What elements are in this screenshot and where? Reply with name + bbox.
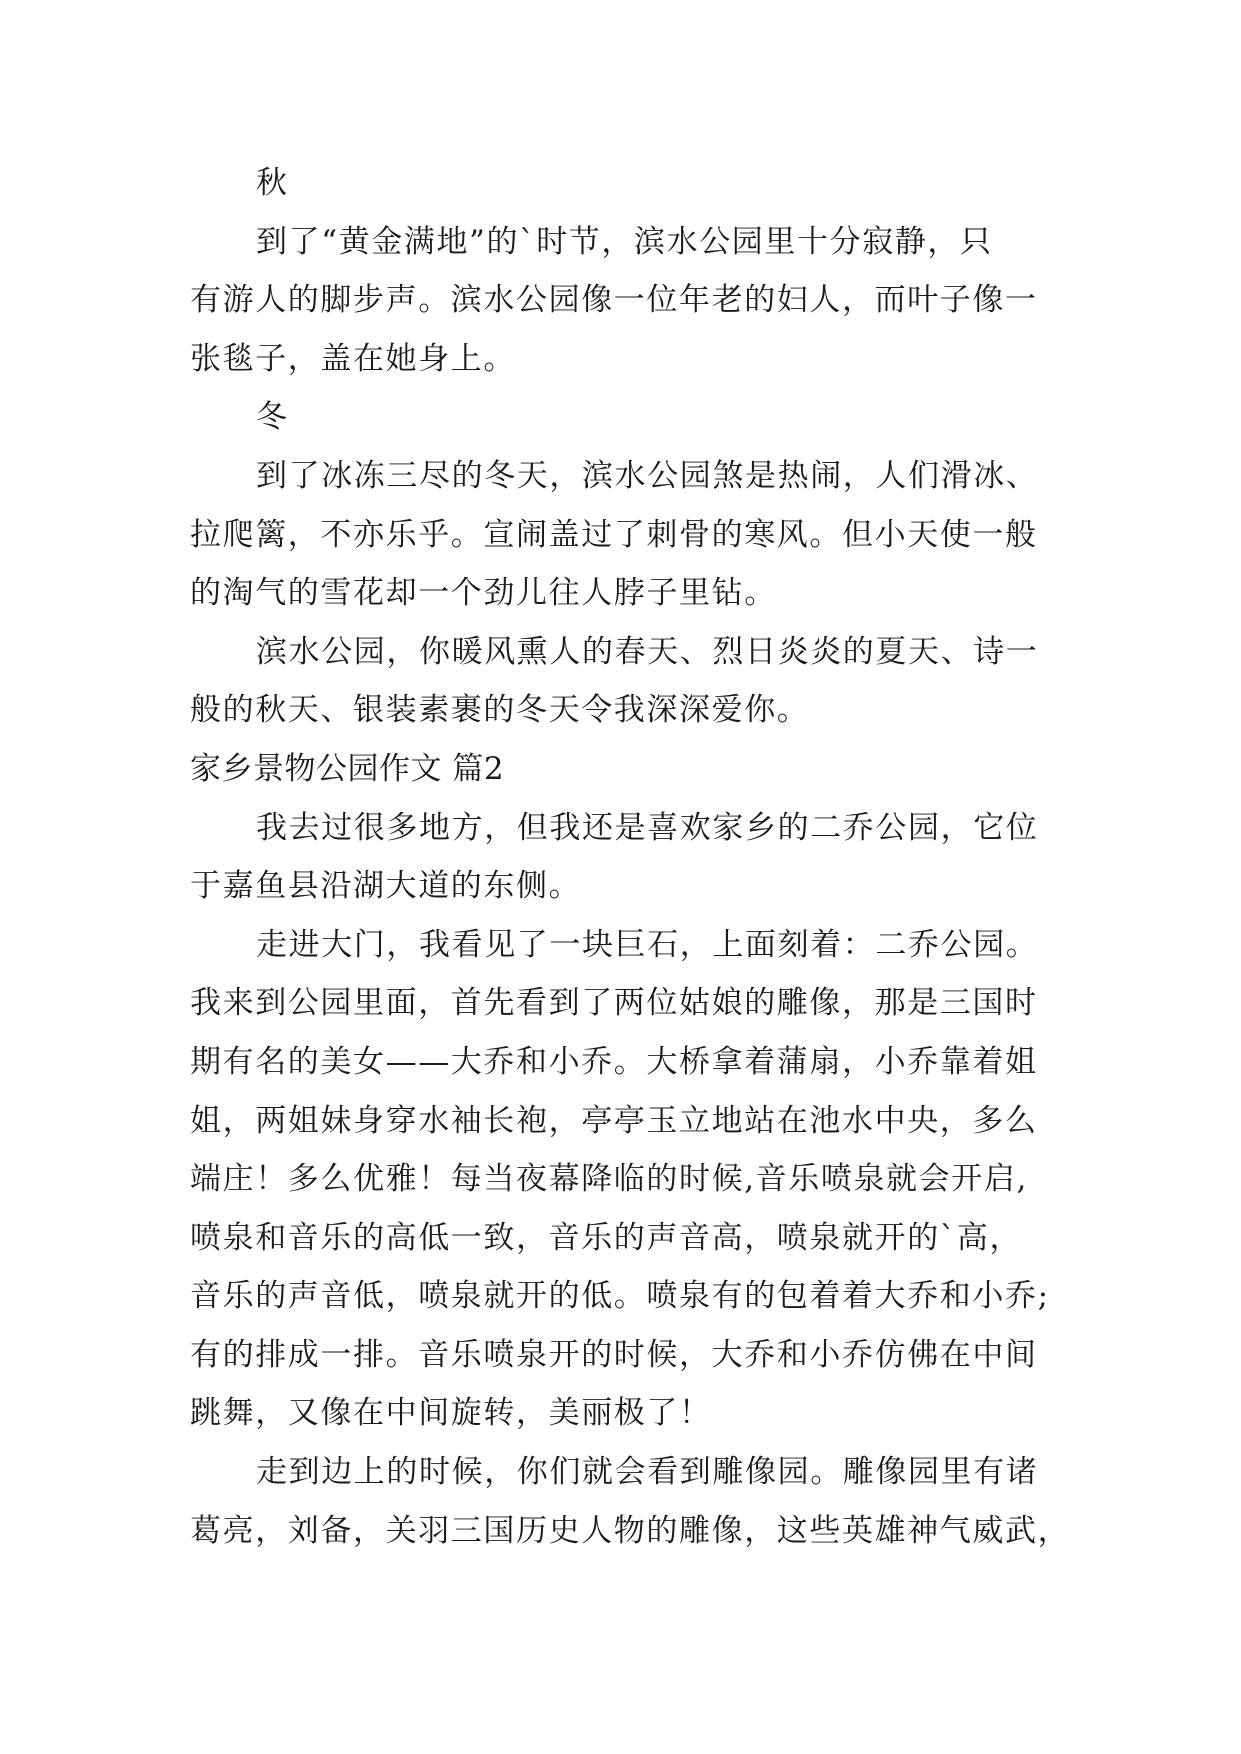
paragraph-line: 我去过很多地方，但我还是喜欢家乡的二乔公园，它位 — [256, 809, 1039, 846]
paragraph-line: 我来到公园里面，首先看到了两位姑娘的雕像，那是三国时 — [190, 985, 1038, 1022]
section-heading-autumn: 秋 — [256, 165, 289, 201]
paragraph-line: 姐，两姐妹身穿水袖长袍，亭亭玉立地站在池水中央，多么 — [190, 1102, 1038, 1139]
paragraph-line: 的淘气的雪花却一个劲儿往人脖子里钻。 — [190, 575, 777, 612]
paragraph-line: 滨水公园，你暖风熏人的春天、烈日炎炎的夏天、诗一 — [256, 633, 1039, 670]
paragraph-line: 般的秋天、银装素裹的冬天令我深深爱你。 — [190, 692, 810, 729]
paragraph-line: 端庄！多么优雅！每当夜幕降临的时候,音乐喷泉就会开启, — [190, 1161, 1028, 1198]
paragraph-line: 葛亮，刘备，关羽三国历史人物的雕像，这些英雄神气威武， — [190, 1512, 1071, 1549]
paragraph-line: 于嘉鱼县沿湖大道的东侧。 — [190, 868, 582, 905]
paragraph-line: 到了“黄金满地”的`时节，滨水公园里十分寂静，只 — [256, 223, 993, 260]
paragraph-line: 到了冰冻三尽的冬天，滨水公园煞是热闹，人们滑冰、 — [256, 457, 1039, 494]
essay-title: 家乡景物公园作文 篇2 — [190, 750, 505, 787]
paragraph-line: 张毯子，盖在她身上。 — [190, 340, 516, 377]
paragraph-line: 走到边上的时候，你们就会看到雕像园。雕像园里有诸 — [256, 1454, 1039, 1491]
paragraph-line: 跳舞，又像在中间旋转，美丽极了！ — [190, 1395, 712, 1432]
paragraph-line: 喷泉和音乐的高低一致，音乐的声音高，喷泉就开的`高， — [190, 1219, 1023, 1256]
paragraph-line: 期有名的美女——大乔和小乔。大桥拿着蒲扇，小乔靠着姐 — [190, 1043, 1038, 1080]
document-body — [190, 154, 1071, 1560]
section-heading-winter: 冬 — [256, 399, 289, 436]
paragraph-line: 有游人的脚步声。滨水公园像一位年老的妇人，而叶子像一 — [190, 282, 1038, 319]
paragraph-line: 有的排成一排。音乐喷泉开的时候，大乔和小乔仿佛在中间 — [190, 1336, 1038, 1373]
paragraph-line: 走进大门，我看见了一块巨石，上面刻着：二乔公园。 — [256, 926, 1039, 963]
paragraph-line: 音乐的声音低，喷泉就开的低。喷泉有的包着着大乔和小乔; — [190, 1278, 1050, 1315]
paragraph-line: 拉爬篱，不亦乐乎。宣闹盖过了刺骨的寒风。但小天使一般 — [190, 516, 1038, 553]
